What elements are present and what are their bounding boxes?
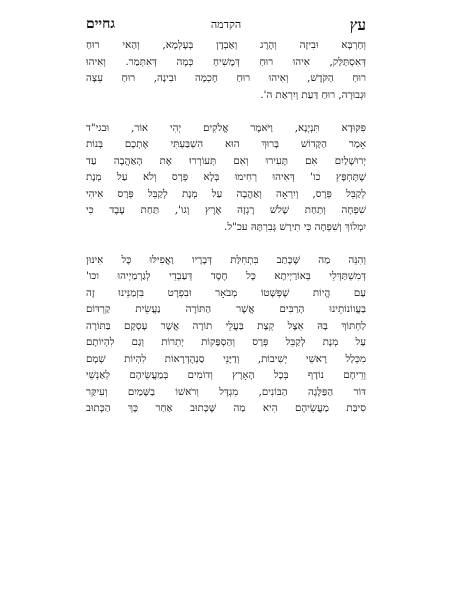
- paragraph: [86, 253, 366, 418]
- header-title-etz: עץ: [349, 16, 366, 34]
- text-line: שֶׁתֶּחְפָּץ כו' דְּאִיהוּ רְחִימוּ בְּלָא פְּרָס וְלֹא עַל מְנָת: [86, 172, 366, 183]
- text-line: דּוֹר הַפַּלָּגָה הַבּוֹנִים, מִגְדָּל וְרֹאשׁוֹ בַשָּׁמַיִם וְעִיקַּר: [86, 386, 366, 398]
- text-line: וְהִנֵּה מַה שֶּׁכָּתַב בִּתְחִלַּת דְּבָרָיו וַאֲפִילּוּ כָּל אִינּוּן: [86, 254, 366, 266]
- text-line: עַם הֱיוֹת שֶׁפְּשָׁטוֹ מְבֹאָר וּבִפְרָט בִּזְמַנֵּינוּ זֶה: [86, 287, 366, 299]
- text-line: לַחְתּוֹךְ בָּהּ אֵצֶל קְצָת בַּעֲלֵי תוֹרָה אֲשֶׁר עָסְקָם בַּתּוֹרָה: [86, 320, 366, 332]
- text-line: וְרֵיחָם נוֹדָף בְּכָל הָאָרֶץ וְדוֹמִים בְּמַעֲשֵׂיהֶם לְאַנְשֵׁי: [86, 370, 366, 381]
- page-header: [86, 16, 366, 38]
- text-line: מִכְּלַל רָאשֵׁי יְשִׁיבוֹת, וְדַיָּנֵי סַנְהֶדְרָאוֹת לִהְיוֹת שְׁמָם: [86, 353, 366, 365]
- header-section-title: הקדמה: [210, 18, 242, 31]
- text-line: וּגְבוּרָה, רוּחַ דַּעַת וְיִרְאַת ה'.: [260, 89, 366, 101]
- paragraph: [86, 38, 366, 104]
- text-line: יְרוּשָׁלַיִם אִם תָּעִירוּ וְאִם תְּעוֹרְרוּ אֶת הָאַהֲבָה עַד: [86, 155, 366, 167]
- text-line: דְּאִסְתַּלַּק, אִיהוּ רוּחַ דְּמָשִׁיחַ כְּמָה דְּאִתְּמַר. וְאִיהוּ: [86, 56, 366, 68]
- body-text: [86, 38, 366, 418]
- text-line: שִׁפְחָה וְתַחַת שָׁלֹשׁ רָגְזָה אֶרֶץ וְגו', תַּחַת עֶבֶד כִּי: [86, 205, 366, 216]
- paragraph: [86, 121, 366, 237]
- text-line: עַל מְנָת לְקַבֵּל פְּרָס וְהַסְפָּקוֹת יְתֵרוֹת וְגַם לִהְיוֹתָם: [86, 337, 366, 348]
- text-line: רוּחַ הַקֹּדֶשׁ, וְאִיהוּ רוּחַ חָכְמָה וּבִינָה, רוּחַ עֵצָה: [86, 73, 366, 84]
- text-line: לְקַבֵּל פְּרָס, וְיִרְאָה וְאַהֲבָה עַל מְנָת לְקַבֵּל פְּרָס אִיהִי: [86, 188, 366, 200]
- text-line: בַּעֲווֹנוֹתֵינוּ הָרַבִּים אֲשֶׁר הַתּוֹרָה נַעֲשֵׂית קַרְדּוֹם: [86, 304, 366, 315]
- text-line: סִיבַּת מַעֲשֵׂיהֶם הִיא מַה שֶּׁכָּתוּב אַחַר כָּךְ הַכָּתוּב: [86, 403, 366, 414]
- text-line: וְחַרְבָּא וּבִיזָה וְהֶרֶג וְאַבְדָן בְּעָלְמָא, וְהַאי רוּחַ: [86, 40, 366, 51]
- text-line: יִמְלוֹךְ וְשִׁפְחָה כִּי תִירַשׁ גְּבִרְתָּהּ עכ"ל.: [224, 221, 366, 233]
- text-line: דְּמִשְׁתַּדְּלֵי בְּאוֹרַיְיתָא כָּל חֶסֶד דְּעַבְדֵי לְגַרְמַיְיהוּ וכו': [86, 271, 366, 282]
- text-line: פִּקּוּדָא תִּנְיָנָא, וַיֹּאמֶר אֱלֹקִים יְהִי אוֹר, וּבגי"ד: [86, 122, 366, 134]
- text-line: אָמַר הַקָּדוֹשׁ בָּרוּךְ הוּא הִשְׁבַּעְתִּי אֶתְכֶם בְּנוֹת: [86, 139, 366, 150]
- header-title-chaim: חיים: [86, 16, 111, 32]
- header-book-title: [86, 16, 127, 33]
- header-page-letter: ג: [110, 16, 115, 32]
